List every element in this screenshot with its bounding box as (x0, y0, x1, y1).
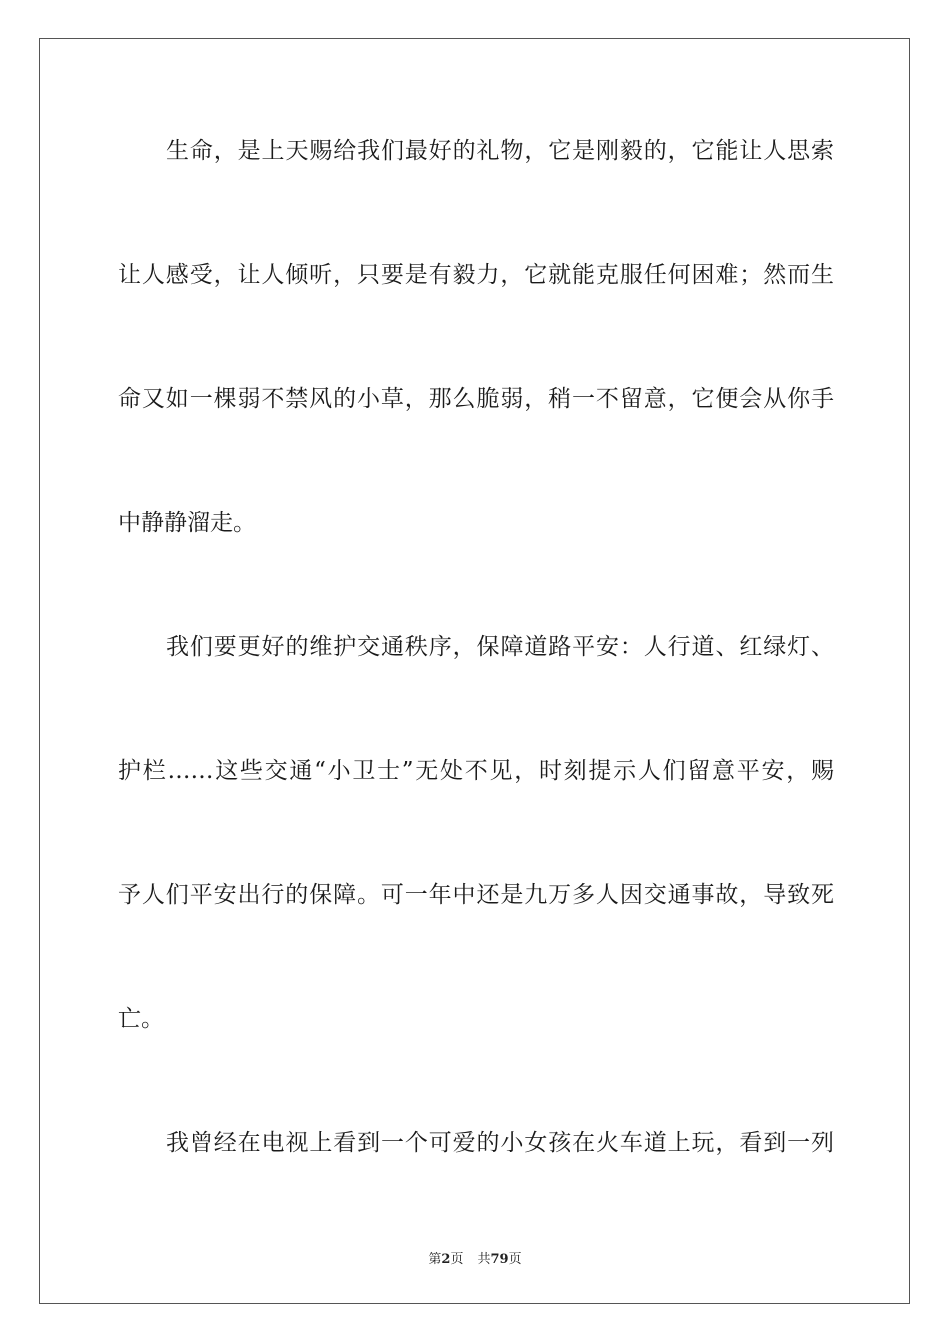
page-border (39, 38, 910, 1304)
page-footer (0, 1248, 950, 1267)
paragraph-2-line-4: 亡。 (118, 1006, 164, 1032)
footer-total-pages: 79 (490, 1252, 509, 1267)
paragraph-2-line-2: 护栏……这些交通“小卫士”无处不见，时刻提示人们留意平安，赐 (118, 758, 834, 784)
paragraph-3-line-1: 我曾经在电视上看到一个可爱的小女孩在火车道上玩，看到一列 (166, 1130, 834, 1156)
paragraph-1-line-1: 生命，是上天赐给我们最好的礼物，它是刚毅的，它能让人思索 (166, 138, 834, 164)
paragraph-1-line-2: 让人感受，让人倾听，只要是有毅力，它就能克服任何困难；然而生 (118, 262, 834, 288)
footer-page-number: 2 (441, 1252, 451, 1267)
paragraph-2-line-3: 予人们平安出行的保障。可一年中还是九万多人因交通事故，导致死 (118, 882, 834, 908)
footer-total-suffix: 页 (508, 1252, 522, 1267)
footer-page-prefix: 第 (428, 1252, 442, 1267)
paragraph-1-line-3: 命又如一棵弱不禁风的小草，那么脆弱，稍一不留意，它便会从你手 (118, 386, 834, 412)
paragraph-2-line-1: 我们要更好的维护交通秩序，保障道路平安：人行道、红绿灯、 (166, 634, 834, 660)
footer-page-suffix: 页 (450, 1252, 464, 1267)
footer-total-prefix: 共 (477, 1252, 491, 1267)
paragraph-1-line-4: 中静静溜走。 (118, 510, 256, 536)
